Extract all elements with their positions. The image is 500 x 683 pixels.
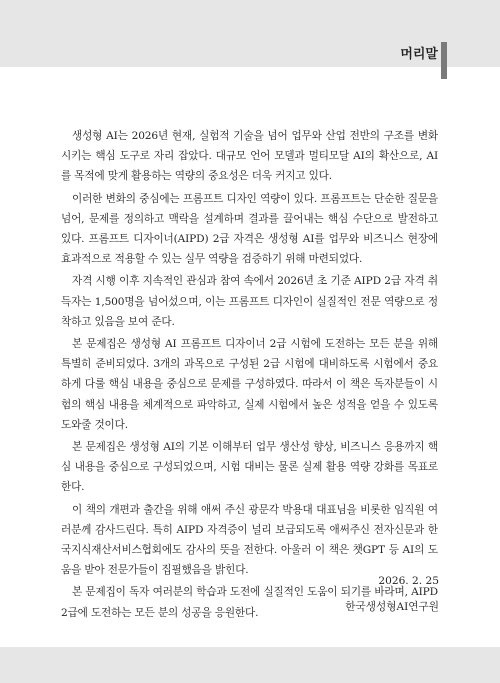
- preface-paragraph-5: 본 문제집은 생성형 AI의 기본 이해부터 업무 생산성 향상, 비즈니스 응용까지 핵심 내용을 중심으로 구성되었으며, 시험 대비는 물론 실제 활용 역량 강화를 목표로 한다.: [61, 441, 438, 494]
- page-section-title: 머리말: [400, 47, 438, 62]
- preface-paragraph-4: 본 문제집은 생성형 AI 프롬프트 디자이너 2급 시험에 도전하는 모든 분을 위해 특별히 준비되었다. 3개의 과목으로 구성된 2급 시험에 대비하도록 시험에서 중요하게 다룰 핵심 내용을 중심으로 문제를 구성하였다. 따라서 이 책은 독자분들이 시험의 핵심 내용을 체계적으로 파악하고, 실제 시험에서 높은 성적을 얻을 수 있도록 도와줄 것이다.: [61, 338, 438, 431]
- preface-paragraph-3: 자격 시행 이후 지속적인 관심과 참여 속에서 2026년 초 기준 AIPD 2급 자격 취득자는 1,500명을 넘어섰으며, 이는 프롬프트 디자인이 실질적인 전문 역량으로 정착하고 있음을 보여 준다.: [61, 275, 438, 328]
- footer-band: [0, 647, 500, 683]
- preface-paragraph-7: 본 문제집이 독자 여러분의 학습과 도전에 실질적인 도움이 되기를 바라며, AIPD 2급에 도전하는 모든 분의 성공을 응원한다.: [61, 586, 438, 619]
- signature-organization: 한국생성형AI연구원: [345, 601, 439, 613]
- signature-date: 2026. 2. 25: [378, 575, 439, 587]
- preface-paragraph-1: 생성형 AI는 2026년 현재, 실험적 기술을 넘어 업무와 산업 전반의 구조를 변화시키는 핵심 도구로 자리 잡았다. 대규모 언어 모델과 멀티모달 AI의 확산으로, AI를 목적에 맞게 활용하는 역량의 중요성은 더욱 커지고 있다.: [61, 130, 438, 183]
- preface-paragraph-6: 이 책의 개편과 출간을 위해 애써 주신 광문각 박용대 대표님을 비롯한 임직원 여러분께 감사드린다. 특히 AIPD 자격증이 널리 보급되도록 애써주신 전자신문과 한국지식재산서비스협회에도 감사의 뜻을 전한다. 아울러 이 책은 챗GPT 등 AI의 도움을 받아 전문가들이 집필했음을 밝힌다.: [61, 503, 438, 577]
- chapter-tab-marker: [441, 42, 447, 79]
- preface-paragraph-2: 이러한 변화의 중심에는 프롬프트 디자인 역량이 있다. 프롬프트는 단순한 질문을 넘어, 문제를 정의하고 맥락을 설계하며 결과를 끌어내는 핵심 수단으로 발전하고 있다. 프롬프트 디자이너(AIPD) 2급 자격은 생성형 AI를 업무와 비즈니스 현장에 효과적으로 적용할 수 있는 실무 역량을 검증하기 위해 마련되었다.: [61, 192, 438, 266]
- preface-body: [61, 126, 438, 625]
